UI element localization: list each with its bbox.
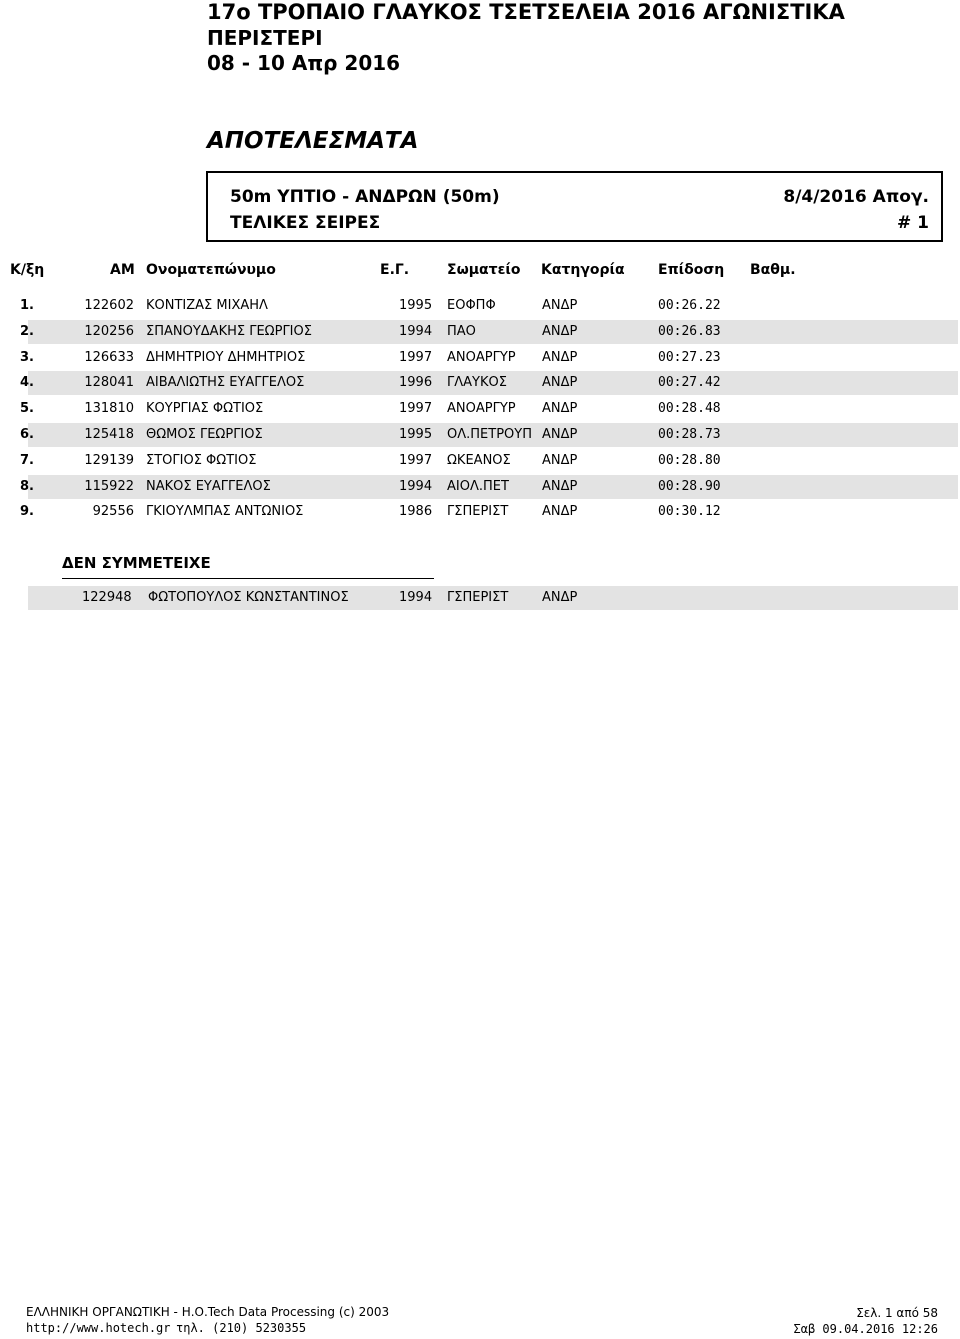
- cell-rank: 3.: [20, 349, 34, 365]
- cell-club: ΠΑΟ: [447, 323, 476, 339]
- table-row: [20, 423, 958, 447]
- cell-year: 1997: [399, 401, 433, 417]
- cell-time: 00:28.48: [658, 401, 721, 417]
- cell-am: 120256: [84, 323, 134, 339]
- cell-time: 00:26.22: [658, 298, 721, 313]
- col-year: Ε.Γ.: [380, 262, 410, 278]
- meet-venue: ΠΕΡΙΣΤΕΡΙ: [207, 26, 323, 50]
- col-club: Σωματείο: [447, 262, 521, 278]
- cell-rank: 4.: [20, 375, 34, 391]
- cell-rank: 7.: [20, 452, 34, 468]
- cell-year: 1994: [399, 590, 433, 605]
- col-time: Επίδοση: [658, 262, 725, 278]
- table-row: [20, 449, 958, 473]
- cell-name: ΣΠΑΝΟΥΔΑΚΗΣ ΓΕΩΡΓΙΟΣ: [146, 323, 312, 339]
- cell-am: 122948: [82, 590, 132, 605]
- cell-club: ΟΛ.ΠΕΤΡΟΥΠ: [447, 427, 532, 442]
- cell-rank: 2.: [20, 323, 34, 339]
- col-am: ΑΜ: [110, 262, 135, 278]
- cell-name: ΚΟΝΤΙΖΑΣ ΜΙΧΑΗΛ: [146, 298, 268, 313]
- cell-year: 1986: [399, 504, 433, 520]
- table-row: [20, 500, 958, 524]
- cell-am: 128041: [84, 375, 134, 391]
- dns-row: [28, 586, 958, 610]
- cell-am: 131810: [84, 401, 134, 417]
- cell-category: ΑΝΔΡ: [542, 427, 578, 442]
- footer-org: ΕΛΛΗΝΙΚΗ ΟΡΓΑΝΩΤΙΚΗ - Η.Ο.Tech Data Processing (c) 2003: [26, 1305, 390, 1319]
- table-row: [20, 294, 958, 318]
- col-name: Ονοματεπώνυμο: [146, 262, 276, 278]
- cell-time: 00:30.12: [658, 504, 721, 520]
- cell-club: ΓΣΠΕΡΙΣΤ: [447, 590, 509, 605]
- cell-year: 1996: [399, 375, 433, 391]
- cell-name: ΝΑΚΟΣ ΕΥΑΓΓΕΛΟΣ: [146, 478, 271, 494]
- col-points: Βαθμ.: [750, 262, 796, 278]
- cell-year: 1997: [399, 452, 433, 468]
- cell-time: 00:27.23: [658, 349, 721, 365]
- dns-underline: [62, 578, 434, 579]
- cell-club: ΕΟΦΠΦ: [447, 298, 496, 313]
- cell-rank: 5.: [20, 401, 34, 417]
- cell-year: 1997: [399, 349, 433, 365]
- cell-am: 92556: [92, 504, 134, 520]
- cell-name: ΣΤΟΓΙΟΣ ΦΩΤΙΟΣ: [146, 452, 257, 468]
- cell-club: ΓΣΠΕΡΙΣΤ: [447, 504, 509, 520]
- footer-phone: τηλ. (210) 5230355: [176, 1321, 307, 1335]
- cell-category: ΑΝΔΡ: [542, 349, 578, 365]
- cell-name: ΓΚΙΟΥΛΜΠΑΣ ΑΝΤΩΝΙΟΣ: [146, 504, 304, 520]
- cell-year: 1995: [399, 298, 433, 313]
- cell-club: ΑΝΟΑΡΓΥΡ: [447, 349, 516, 365]
- cell-am: 126633: [84, 349, 134, 365]
- col-rank: Κ/ξη: [10, 262, 45, 278]
- cell-name: ΔΗΜΗΤΡΙΟΥ ΔΗΜΗΤΡΙΟΣ: [146, 349, 306, 365]
- event-box: [206, 171, 943, 242]
- cell-rank: 6.: [20, 427, 34, 442]
- meet-dates: 08 - 10 Απρ 2016: [207, 51, 401, 75]
- cell-category: ΑΝΔΡ: [542, 323, 578, 339]
- cell-am: 125418: [84, 427, 134, 442]
- meet-title: 17ο ΤΡΟΠΑΙΟ ΓΛΑΥΚΟΣ ΤΣΕΤΣΕΛΕΙΑ 2016 ΑΓΩΝΙΣΤΙΚΑ: [207, 0, 845, 24]
- cell-year: 1994: [399, 478, 433, 494]
- footer-url[interactable]: http://www.hotech.gr: [26, 1321, 171, 1335]
- cell-rank: 8.: [20, 478, 34, 494]
- cell-rank: 9.: [20, 504, 34, 520]
- cell-club: ΑΝΟΑΡΓΥΡ: [447, 401, 516, 417]
- cell-time: 00:26.83: [658, 323, 721, 339]
- cell-am: 115922: [84, 478, 134, 494]
- cell-name: ΚΟΥΡΓΙΑΣ ΦΩΤΙΟΣ: [146, 401, 264, 417]
- event-date: 8/4/2016 Απογ.: [783, 187, 929, 207]
- event-name: 50m ΥΠΤΙΟ - ΑΝΔΡΩΝ (50m): [230, 187, 500, 207]
- cell-time: 00:28.90: [658, 478, 721, 494]
- footer-printed: Σαβ 09.04.2016 12:26: [793, 1322, 938, 1336]
- cell-category: ΑΝΔΡ: [542, 452, 578, 468]
- table-row: [20, 320, 958, 344]
- results-heading: ΑΠΟΤΕΛΕΣΜΑΤΑ: [207, 128, 419, 154]
- table-row: [20, 346, 958, 370]
- cell-club: ΑΙΟΛ.ΠΕΤ: [447, 478, 509, 494]
- event-number: # 1: [897, 213, 929, 233]
- dns-heading: ΔΕΝ ΣΥΜΜΕΤΕΙΧΕ: [62, 554, 211, 572]
- cell-category: ΑΝΔΡ: [542, 504, 578, 520]
- cell-time: 00:27.42: [658, 375, 721, 391]
- cell-year: 1995: [399, 427, 433, 442]
- cell-am: 122602: [84, 298, 134, 313]
- footer-page: Σελ. 1 από 58: [856, 1306, 938, 1320]
- cell-category: ΑΝΔΡ: [542, 375, 578, 391]
- table-row: [20, 397, 958, 421]
- cell-year: 1994: [399, 323, 433, 339]
- cell-category: ΑΝΔΡ: [542, 298, 578, 313]
- table-row: [20, 475, 958, 499]
- cell-time: 00:28.80: [658, 452, 721, 468]
- cell-club: ΩΚΕΑΝΟΣ: [447, 452, 511, 468]
- cell-category: ΑΝΔΡ: [542, 590, 578, 605]
- cell-time: 00:28.73: [658, 427, 721, 442]
- cell-category: ΑΝΔΡ: [542, 478, 578, 494]
- cell-club: ΓΛΑΥΚΟΣ: [447, 375, 507, 391]
- cell-rank: 1.: [20, 298, 34, 313]
- col-category: Κατηγορία: [541, 262, 625, 278]
- event-round: ΤΕΛΙΚΕΣ ΣΕΙΡΕΣ: [230, 213, 381, 233]
- cell-name: ΘΩΜΟΣ ΓΕΩΡΓΙΟΣ: [146, 427, 263, 442]
- table-row: [20, 371, 958, 395]
- cell-category: ΑΝΔΡ: [542, 401, 578, 417]
- cell-am: 129139: [84, 452, 134, 468]
- cell-name: ΑΙΒΑΛΙΩΤΗΣ ΕΥΑΓΓΕΛΟΣ: [146, 375, 305, 391]
- cell-name: ΦΩΤΟΠΟΥΛΟΣ ΚΩΝΣΤΑΝΤΙΝΟΣ: [148, 590, 349, 605]
